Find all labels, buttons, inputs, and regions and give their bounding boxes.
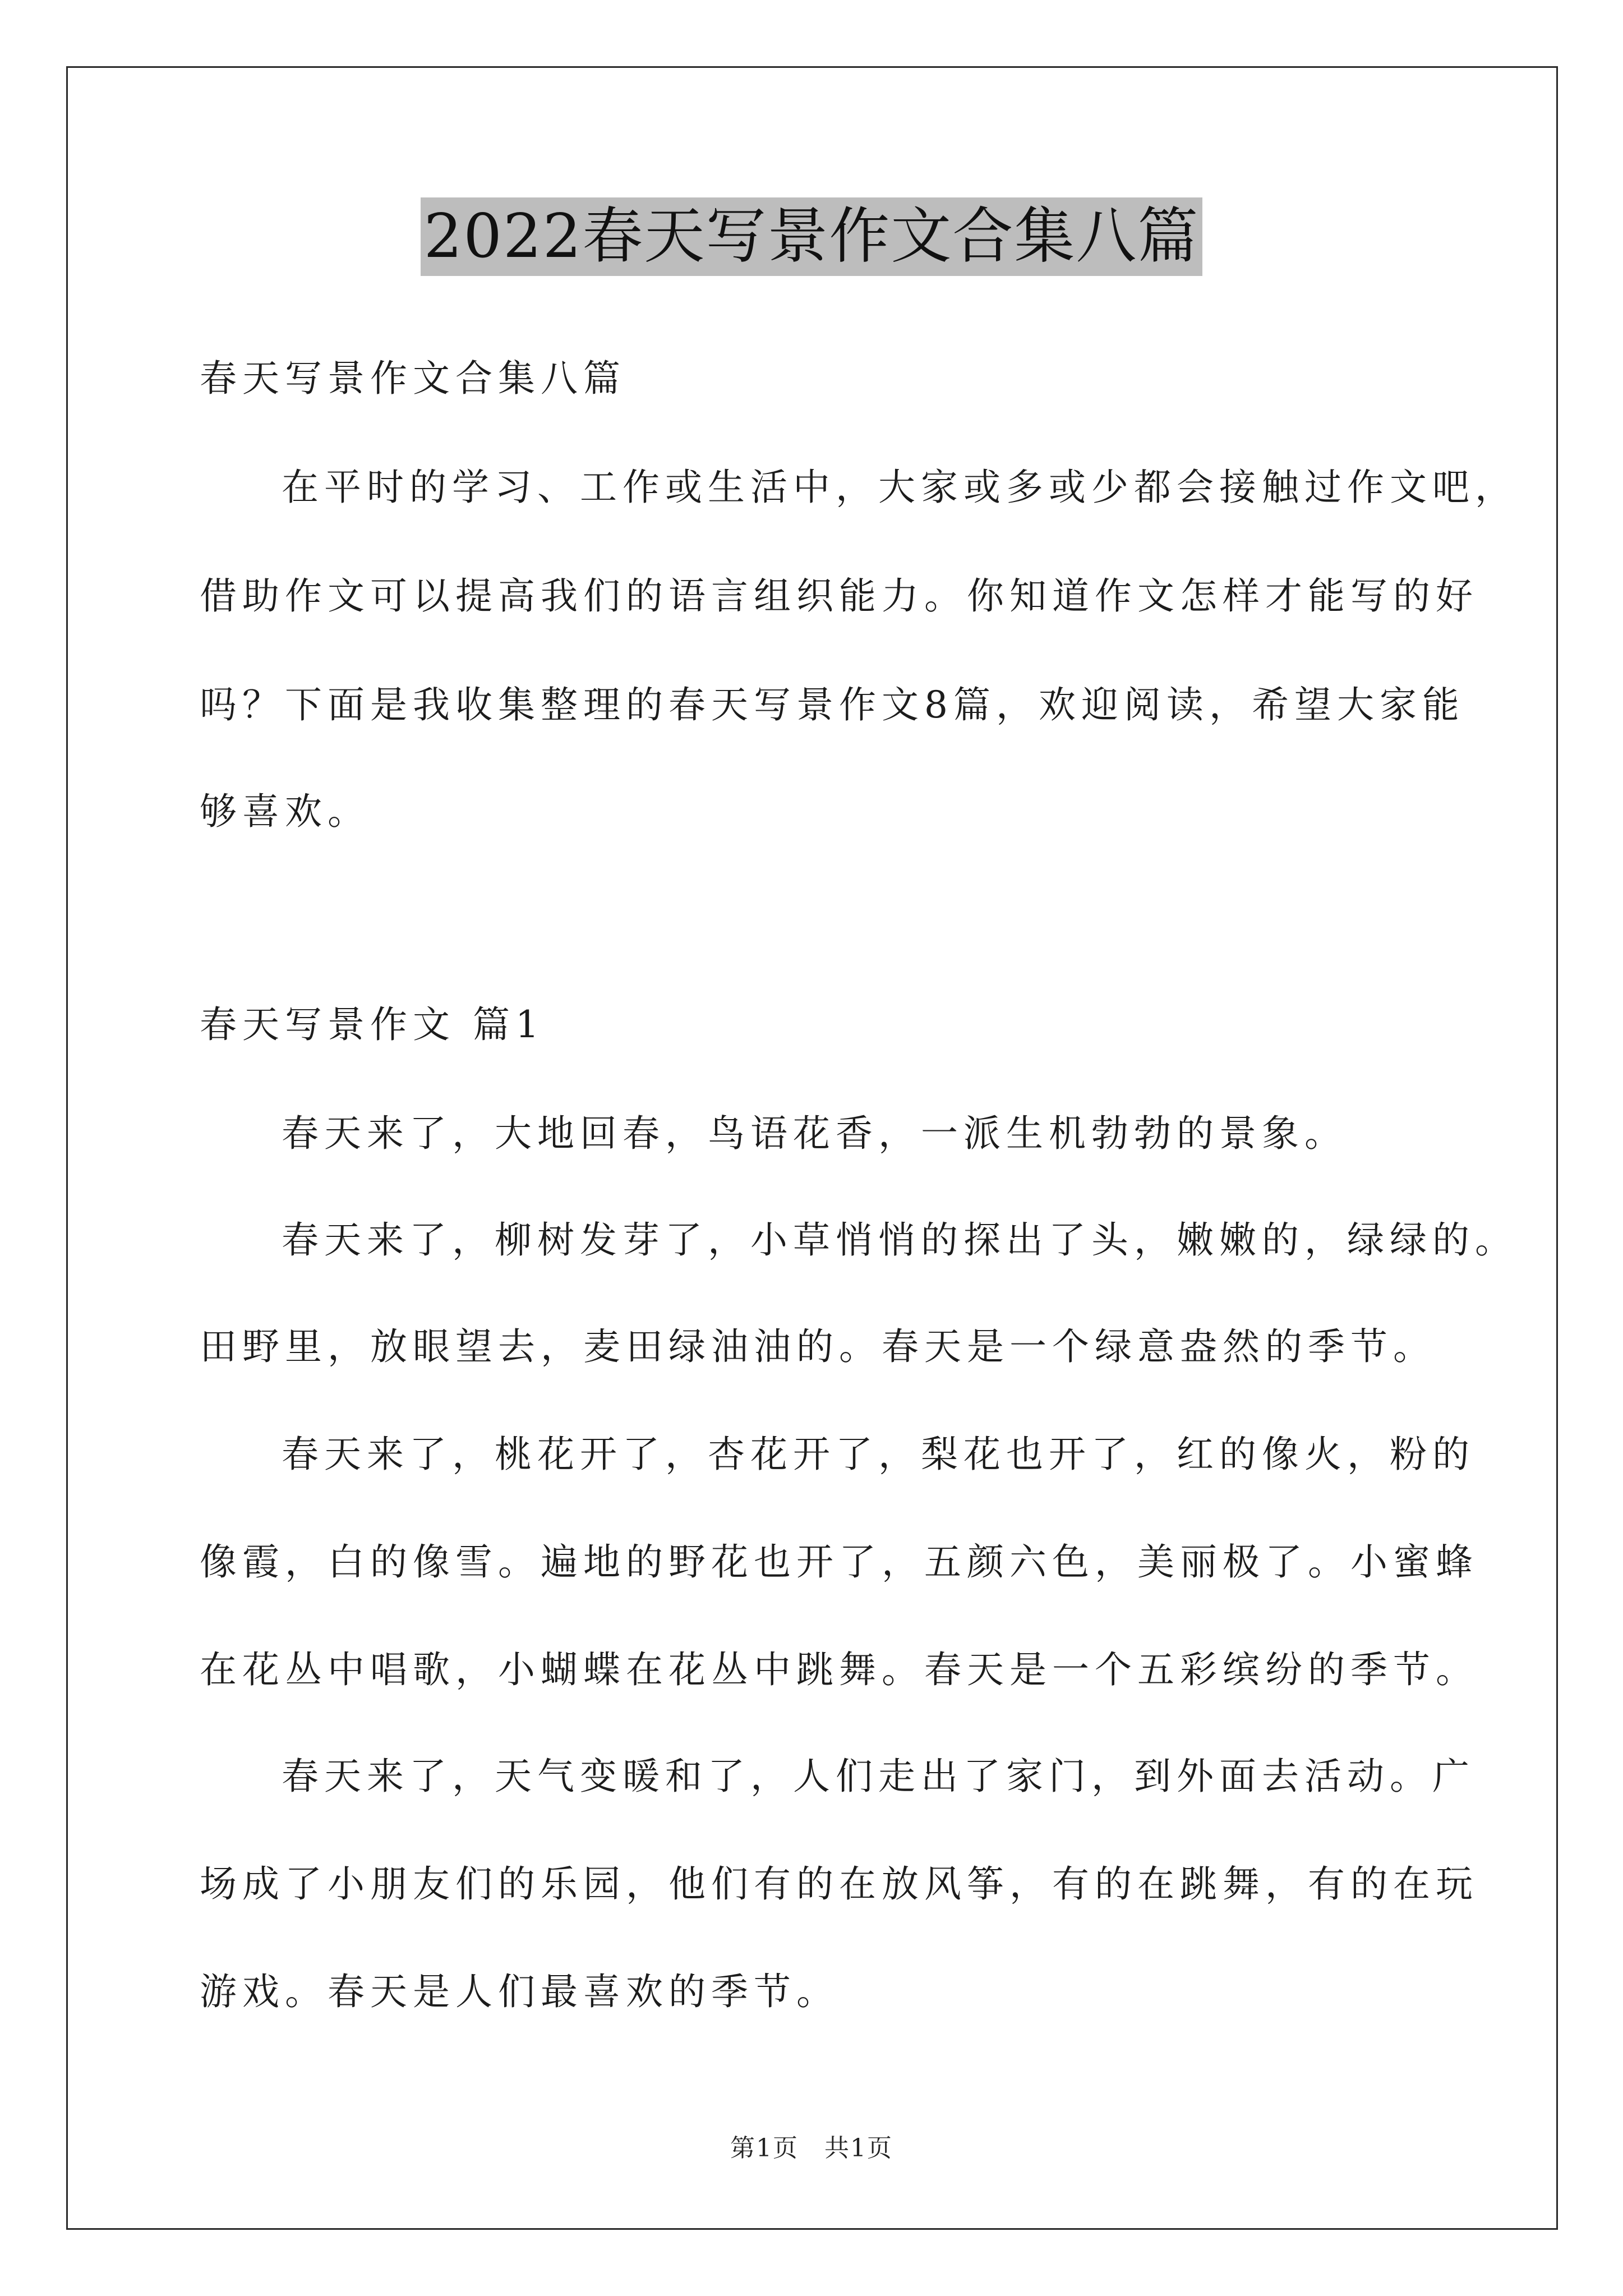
body-line-9: 游戏。春天是人们最喜欢的季节。	[200, 1970, 839, 2013]
body-line-3: 田野里，放眼望去，麦田绿油油的。春天是一个绿意盎然的季节。	[200, 1325, 1436, 1368]
intro-line-2: 借助作文可以提高我们的语言组织能力。你知道作文怎样才能写的好	[200, 574, 1478, 618]
body-line-1: 春天来了，大地回春，鸟语花香，一派生机勃勃的景象。	[282, 1112, 1347, 1155]
body-line-4: 春天来了，桃花开了，杏花开了，梨花也开了，红的像火，粉的	[282, 1433, 1475, 1476]
intro-line-4: 够喜欢。	[200, 790, 370, 833]
intro-line-1: 在平时的学习、工作或生活中，大家或多或少都会接触过作文吧，	[282, 466, 1518, 509]
body-line-7: 春天来了，天气变暖和了，人们走出了家门，到外面去活动。广	[282, 1755, 1475, 1798]
title-container	[0, 197, 1623, 276]
body-line-6: 在花丛中唱歌，小蝴蝶在花丛中跳舞。春天是一个五彩缤纷的季节。	[200, 1648, 1478, 1691]
document-title: 2022春天写景作文合集八篇	[421, 197, 1203, 276]
page-footer: 第1页 共1页	[730, 2134, 893, 2162]
intro-line-3: 吗？下面是我收集整理的春天写景作文8篇，欢迎阅读，希望大家能	[200, 683, 1465, 726]
body-line-2: 春天来了，柳树发芽了，小草悄悄的探出了头，嫩嫩的，绿绿的。	[282, 1218, 1518, 1262]
body-line-5: 像霞，白的像雪。遍地的野花也开了，五颜六色，美丽极了。小蜜蜂	[200, 1540, 1478, 1584]
document-subtitle: 春天写景作文合集八篇	[200, 357, 626, 400]
body-line-8: 场成了小朋友们的乐园，他们有的在放风筝，有的在跳舞，有的在玩	[200, 1862, 1478, 1906]
section-heading: 春天写景作文 篇1	[200, 1003, 545, 1046]
